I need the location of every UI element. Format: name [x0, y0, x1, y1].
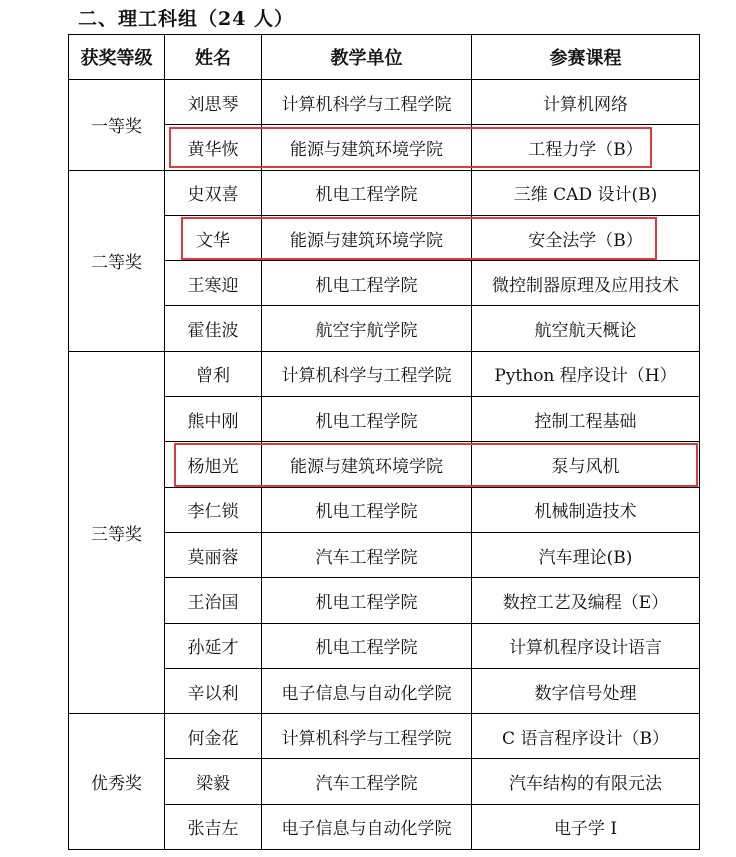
awards-table: [68, 34, 700, 850]
person-name: 李仁锁: [165, 487, 262, 532]
person-name: 熊中刚: [165, 397, 262, 442]
course-name: 三维 CAD 设计(B): [472, 170, 700, 215]
teaching-unit: 能源与建筑环境学院: [262, 442, 472, 487]
teaching-unit: 机电工程学院: [262, 170, 472, 215]
award-level: 优秀奖: [69, 714, 165, 850]
course-name: 机械制造技术: [472, 487, 700, 532]
person-name: 孙延才: [165, 623, 262, 668]
header-name: 姓名: [165, 35, 262, 80]
person-name: 文华: [165, 215, 262, 260]
course-name: 汽车结构的有限元法: [472, 759, 700, 804]
course-name: 工程力学（B）: [472, 125, 700, 170]
person-name: 王寒迎: [165, 261, 262, 306]
teaching-unit: 机电工程学院: [262, 578, 472, 623]
person-name: 史双喜: [165, 170, 262, 215]
teaching-unit: 机电工程学院: [262, 397, 472, 442]
header-row: [69, 35, 700, 80]
course-name: Python 程序设计（H）: [472, 351, 700, 396]
person-name: 霍佳波: [165, 306, 262, 351]
teaching-unit: 计算机科学与工程学院: [262, 714, 472, 759]
table-body: [69, 80, 700, 850]
header-course: 参赛课程: [472, 35, 700, 80]
table-row: [69, 80, 700, 125]
teaching-unit: 能源与建筑环境学院: [262, 125, 472, 170]
person-name: 杨旭光: [165, 442, 262, 487]
course-name: 控制工程基础: [472, 397, 700, 442]
teaching-unit: 汽车工程学院: [262, 759, 472, 804]
course-name: 安全法学（B）: [472, 215, 700, 260]
course-name: 计算机程序设计语言: [472, 623, 700, 668]
teaching-unit: 电子信息与自动化学院: [262, 804, 472, 849]
person-name: 何金花: [165, 714, 262, 759]
person-name: 张吉左: [165, 804, 262, 849]
person-name: 刘思琴: [165, 80, 262, 125]
person-name: 黄华恢: [165, 125, 262, 170]
course-name: 数控工艺及编程（E）: [472, 578, 700, 623]
course-name: 航空航天概论: [472, 306, 700, 351]
person-name: 王治国: [165, 578, 262, 623]
table-row: [69, 170, 700, 215]
header-level: 获奖等级: [69, 35, 165, 80]
teaching-unit: 电子信息与自动化学院: [262, 668, 472, 713]
course-name: 电子学 I: [472, 804, 700, 849]
teaching-unit: 机电工程学院: [262, 623, 472, 668]
header-unit: 教学单位: [262, 35, 472, 80]
teaching-unit: 计算机科学与工程学院: [262, 351, 472, 396]
person-name: 曾利: [165, 351, 262, 396]
section-title: 二、理工科组（24 人）: [78, 8, 295, 30]
person-name: 辛以利: [165, 668, 262, 713]
person-name: 梁毅: [165, 759, 262, 804]
teaching-unit: 能源与建筑环境学院: [262, 215, 472, 260]
teaching-unit: 计算机科学与工程学院: [262, 80, 472, 125]
award-level: 一等奖: [69, 80, 165, 171]
teaching-unit: 机电工程学院: [262, 261, 472, 306]
teaching-unit: 航空宇航学院: [262, 306, 472, 351]
course-name: 汽车理论(B): [472, 532, 700, 577]
course-name: C 语言程序设计（B）: [472, 714, 700, 759]
course-name: 微控制器原理及应用技术: [472, 261, 700, 306]
course-name: 泵与风机: [472, 442, 700, 487]
course-name: 数字信号处理: [472, 668, 700, 713]
course-name: 计算机网络: [472, 80, 700, 125]
teaching-unit: 汽车工程学院: [262, 532, 472, 577]
award-level: 三等奖: [69, 351, 165, 713]
table-row: [69, 351, 700, 396]
table-row: [69, 714, 700, 759]
teaching-unit: 机电工程学院: [262, 487, 472, 532]
person-name: 莫丽蓉: [165, 532, 262, 577]
award-level: 二等奖: [69, 170, 165, 351]
